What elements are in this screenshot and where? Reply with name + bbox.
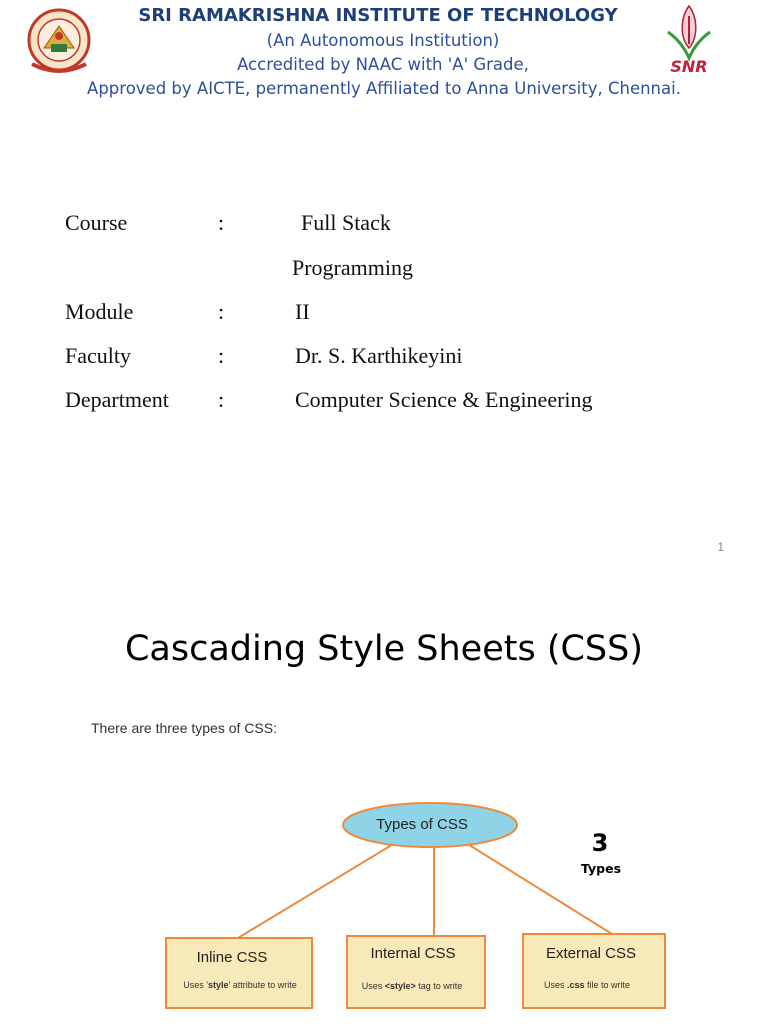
department-value: Computer Science & Engineering xyxy=(295,387,593,412)
faculty-separator: : xyxy=(218,343,225,368)
types-count-label: Types xyxy=(580,861,622,876)
course-label: Course xyxy=(65,210,128,235)
module-separator: : xyxy=(218,299,225,324)
connector-line xyxy=(466,843,612,934)
department-label: Department xyxy=(65,387,169,412)
slide-title: Cascading Style Sheets (CSS) xyxy=(124,629,644,669)
page-number: 1 xyxy=(717,540,724,554)
child-title-external: External CSS xyxy=(545,945,637,962)
accreditation-line: Accredited by NAAC with 'A' Grade, xyxy=(237,55,529,74)
snr-logo-text: SNR xyxy=(670,57,708,76)
child-title-inline: Inline CSS xyxy=(196,949,268,966)
types-count: 3 xyxy=(591,829,609,857)
module-label: Module xyxy=(65,299,134,324)
connector-line xyxy=(238,843,395,938)
child-title-internal: Internal CSS xyxy=(370,945,456,962)
intro-text: There are three types of CSS: xyxy=(91,720,277,736)
module-value: II xyxy=(295,299,310,324)
course-separator: : xyxy=(218,210,225,235)
child-desc-external: Uses .css file to write xyxy=(543,980,631,990)
institute-name: SRI RAMAKRISHNA INSTITUTE OF TECHNOLOGY xyxy=(138,5,618,26)
institute-status: (An Autonomous Institution) xyxy=(266,31,500,50)
faculty-value: Dr. S. Karthikeyini xyxy=(295,343,463,368)
affiliation-line: Approved by AICTE, permanently Affiliated to Anna University, Chennai. xyxy=(87,79,681,98)
department-separator: : xyxy=(218,387,225,412)
faculty-label: Faculty xyxy=(65,343,131,368)
child-desc-internal: Uses <style> tag to write xyxy=(361,981,463,991)
child-desc-inline: Uses 'style' attribute to write xyxy=(183,980,297,990)
root-node-label: Types of CSS xyxy=(376,816,468,833)
course-value: Full Stack xyxy=(301,210,391,235)
course-value-continued: Programming xyxy=(292,255,413,280)
